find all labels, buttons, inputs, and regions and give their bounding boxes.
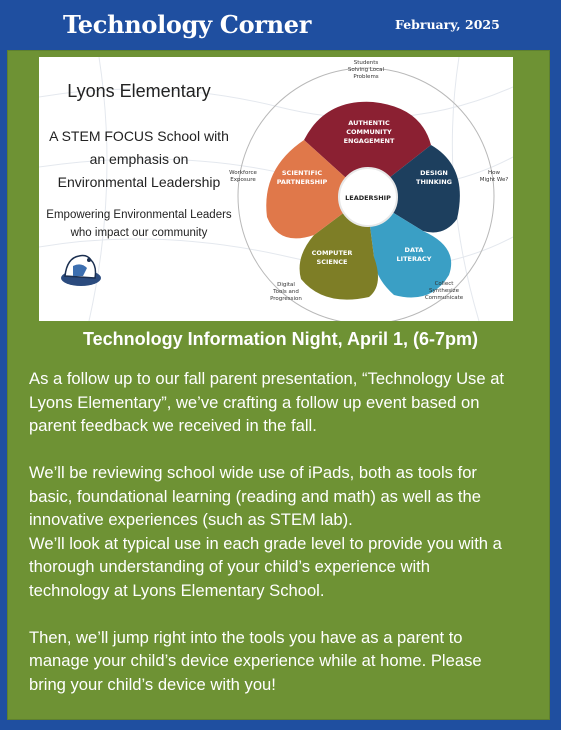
paragraph-gap [29,438,534,462]
para2-line3: innovative experiences (such as STEM lab). [29,510,353,529]
paragraph-gap [29,602,534,626]
tagline-line-3: Environmental Leadership [57,174,221,190]
para3-line1: We’ll look at typical use in each grade level to provide you with a [29,533,502,553]
para4-line3: bring your child’s device with you! [29,674,276,694]
outer-label-students-2: Solving Local [347,67,385,73]
segment-label-design-1: DESIGN [420,169,448,177]
segment-label-engagement-1: AUTHENTIC [348,119,390,127]
outer-label-workforce-2: Exposure [230,177,256,183]
segment-label-cs-2: SCIENCE [316,258,348,266]
school-name: Lyons Elementary [67,81,211,101]
segment-label-sci-1: SCIENTIFIC [281,169,323,177]
school-mascot-logo [61,256,101,287]
para1-line3: parent feedback we received in the fall. [29,416,317,435]
motto-line-2: who impact our community [70,227,208,239]
para4-line1: Then, we’ll jump right into the tools you have as a parent to [29,627,463,647]
para2-line1: We’ll be reviewing school wide use of iPads, both as tools for [29,463,477,482]
school-banner-image [39,57,513,321]
segment-label-cs-1: COMPUTER [311,249,353,257]
para3-line2: thorough understanding of your child’s experience with [29,557,430,576]
wheel-center-label: LEADERSHIP [345,194,391,202]
section-title: Technology Corner [63,10,312,39]
outer-label-workforce-1: Workforce [229,170,257,176]
banner-graphic [39,57,513,321]
issue-date: February, 2025 [395,17,500,32]
segment-label-data-2: LITERACY [396,255,432,263]
para4-line2: manage your child’s device experience while at home. Please [29,651,482,670]
outer-label-collect-3: Communicate [424,295,464,301]
newsletter-header [0,0,561,50]
segment-label-data-1: DATA [404,246,424,254]
article-body [29,367,534,696]
event-heading: Technology Information Night, April 1, (6-7pm) [83,329,478,349]
tagline-line-2: an emphasis on [89,151,189,167]
outer-label-students-3: Problems [353,74,379,80]
tagline-line-1: A STEM FOCUS School with [49,128,229,144]
motto-line-1: Empowering Environmental Leaders [46,209,232,221]
para1-line2: Lyons Elementary”, we’ve crafting a follow up event based on [29,392,480,412]
outer-label-collect-2: Synthesize [429,288,459,294]
outer-label-collect-1: Collect [434,281,454,287]
outer-label-students-1: Students [353,60,379,66]
segment-label-sci-2: PARTNERSHIP [276,178,328,186]
outer-label-how-1: How [488,170,500,176]
segment-label-design-2: THINKING [416,178,452,186]
outer-label-digital-3: Progression [270,296,302,302]
para3-line3: technology at Lyons Elementary School. [29,580,325,600]
segment-label-engagement-3: ENGAGEMENT [343,137,395,145]
para1-line1: As a follow up to our fall parent presentation, “Technology Use at [29,369,505,388]
outer-label-how-2: Might We? [479,177,509,183]
segment-label-engagement-2: COMMUNITY [346,128,392,136]
outer-label-digital-1: Digital [277,282,295,288]
outer-label-digital-2: Tools and [273,289,299,295]
para2-line2: basic, foundational learning (reading and math) as well as the [29,486,481,506]
